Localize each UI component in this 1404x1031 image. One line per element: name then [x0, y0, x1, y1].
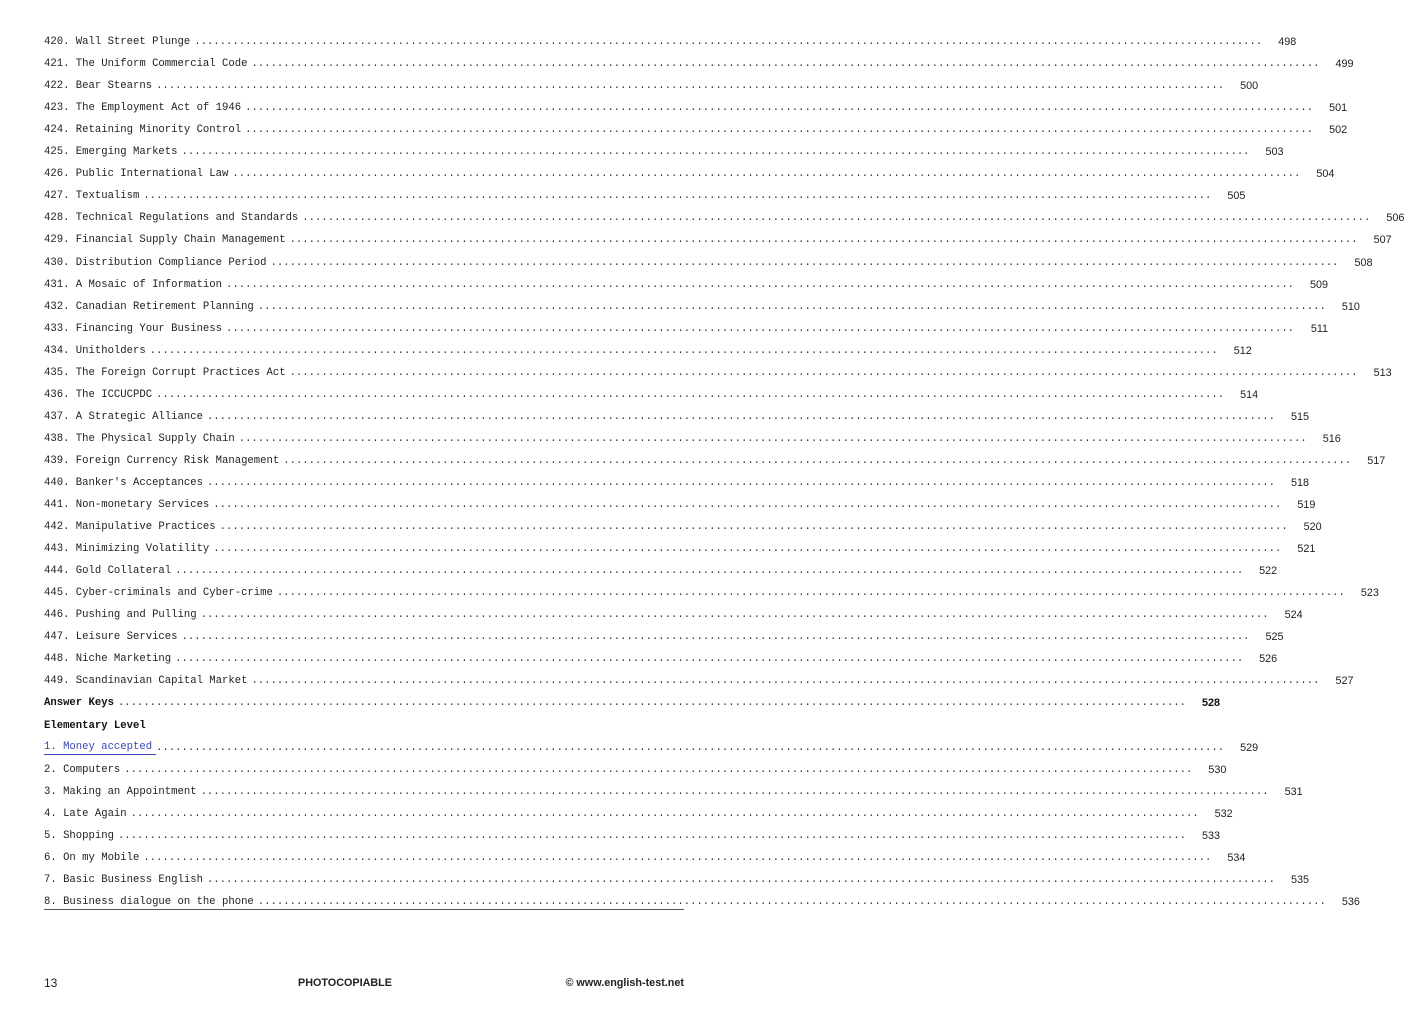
toc-row[interactable] [44, 468, 1309, 490]
toc-page: 506 [1386, 212, 1404, 225]
leader-dots: ........................................................................................................................................................................ [206, 410, 1275, 423]
toc-row[interactable] [44, 27, 1297, 49]
toc-title: 437. A Strategic Alliance [44, 410, 203, 423]
leader-dots: ........................................................................................................................................................................ [245, 124, 1314, 137]
toc-page: 525 [1265, 631, 1284, 644]
toc-title: 430. Distribution Compliance Period [44, 256, 267, 269]
toc-title: 441. Non-monetary Services [44, 499, 210, 512]
toc-row[interactable] [44, 600, 1303, 622]
toc-row[interactable] [44, 446, 1386, 468]
toc-row[interactable] [44, 270, 1329, 292]
leader-dots: ........................................................................................................................................................................ [206, 476, 1275, 489]
toc-page: 513 [1373, 366, 1392, 379]
toc-title: 433. Financing Your Business [44, 322, 223, 335]
leader-dots: ........................................................................................................................................................................ [194, 36, 1263, 49]
leader-dots: ........................................................................................................................................................................ [270, 256, 1339, 269]
toc-row[interactable] [44, 292, 1360, 314]
toc-title: 448. Niche Marketing [44, 653, 172, 666]
toc-title: Answer Keys [44, 697, 114, 710]
table-of-contents [44, 27, 1404, 910]
toc-row[interactable] [44, 755, 1227, 777]
toc-page: 535 [1290, 873, 1309, 886]
toc-row[interactable] [44, 622, 1284, 644]
leader-dots: ........................................................................................................................................................................ [175, 653, 1244, 666]
leader-dots: ........................................................................................................................................................................ [219, 521, 1288, 534]
toc-row[interactable] [44, 733, 1259, 755]
footer-photocopiable: PHOTOCOPIABLE [298, 977, 392, 989]
toc-row[interactable] [44, 314, 1329, 336]
toc-title: 431. A Mosaic of Information [44, 278, 223, 291]
leader-dots: ........................................................................................................................................................................ [245, 102, 1314, 115]
toc-page: 501 [1329, 102, 1348, 115]
toc-title: 445. Cyber-criminals and Cyber-crime [44, 587, 273, 600]
toc-page: 503 [1265, 146, 1284, 159]
toc-row[interactable] [44, 556, 1278, 578]
toc-title: 446. Pushing and Pulling [44, 609, 197, 622]
toc-title: 440. Banker's Acceptances [44, 476, 203, 489]
toc-page: 516 [1322, 432, 1341, 445]
toc-title: 434. Unitholders [44, 344, 146, 357]
toc-page: 498 [1278, 36, 1297, 49]
leader-dots: ........................................................................................................................................................................ [143, 190, 1212, 203]
toc-row[interactable] [44, 578, 1379, 600]
leader-dots: ........................................................................................................................................................................ [124, 763, 1193, 776]
toc-title: 443. Minimizing Volatility [44, 543, 210, 556]
toc-title: 436. The ICCUCPDC [44, 388, 153, 401]
toc-page: 521 [1297, 543, 1316, 556]
leader-dots: ........................................................................................................................................................................ [289, 366, 1358, 379]
toc-row[interactable] [44, 93, 1348, 115]
page-footer [44, 976, 684, 992]
leader-dots: ........................................................................................................................................................................ [257, 300, 1326, 313]
toc-row[interactable] [44, 336, 1252, 358]
footer-site: © www.english-test.net [565, 977, 684, 989]
toc-title: 428. Technical Regulations and Standards [44, 212, 299, 225]
toc-title: 6. On my Mobile [44, 851, 140, 864]
toc-title: 4. Late Again [44, 807, 127, 820]
section-heading-elementary: Elementary Level [44, 719, 146, 732]
toc-page: 509 [1310, 278, 1329, 291]
toc-page: 505 [1227, 190, 1246, 203]
toc-title: 425. Emerging Markets [44, 146, 178, 159]
toc-row[interactable] [44, 203, 1404, 225]
toc-title: 7. Basic Business English [44, 873, 203, 886]
leader-dots: ........................................................................................................................................................................ [213, 543, 1282, 556]
toc-row[interactable] [44, 887, 1360, 910]
leader-dots: ........................................................................................................................................................................ [200, 785, 1269, 798]
leader-dots: ........................................................................................................................................................................ [213, 499, 1282, 512]
toc-title: 424. Retaining Minority Control [44, 124, 242, 137]
leader-dots: ........................................................................................................................................................................ [200, 609, 1269, 622]
toc-page: 514 [1240, 388, 1259, 401]
toc-row[interactable] [44, 799, 1233, 821]
toc-title: 449. Scandinavian Capital Market [44, 675, 248, 688]
toc-row[interactable] [44, 865, 1309, 887]
toc-page: 529 [1240, 741, 1259, 754]
toc-title: 420. Wall Street Plunge [44, 36, 191, 49]
toc-row[interactable] [44, 666, 1354, 688]
leader-dots: ........................................................................................................................................................................ [181, 146, 1250, 159]
toc-page: 533 [1201, 829, 1220, 842]
leader-dots: ........................................................................................................................................................................ [117, 697, 1186, 710]
leader-dots: ........................................................................................................................................................................ [156, 80, 1225, 93]
toc-page: 515 [1290, 410, 1309, 423]
toc-page: 519 [1297, 499, 1316, 512]
toc-title: 444. Gold Collateral [44, 565, 172, 578]
toc-title: 429. Financial Supply Chain Management [44, 234, 286, 247]
toc-page: 522 [1259, 565, 1278, 578]
leader-dots: ........................................................................................................................................................................ [156, 388, 1225, 401]
toc-title: 435. The Foreign Corrupt Practices Act [44, 366, 286, 379]
toc-page: 504 [1316, 168, 1335, 181]
toc-row[interactable] [44, 225, 1392, 247]
toc-page: 502 [1329, 124, 1348, 137]
toc-row[interactable] [44, 644, 1278, 666]
toc-title: 442. Manipulative Practices [44, 521, 216, 534]
toc-row[interactable] [44, 380, 1259, 402]
toc-row[interactable] [44, 159, 1335, 181]
toc-row[interactable] [44, 137, 1284, 159]
leader-dots: ........................................................................................................................................................................ [149, 344, 1218, 357]
toc-row[interactable] [44, 512, 1322, 534]
leader-dots: ........................................................................................................................................................................ [276, 587, 1345, 600]
toc-page: 518 [1290, 476, 1309, 489]
toc-row[interactable] [44, 71, 1259, 93]
toc-row-answer-keys[interactable] [44, 688, 1220, 710]
leader-dots: ........................................................................................................................................................................ [289, 234, 1358, 247]
toc-title: 432. Canadian Retirement Planning [44, 300, 254, 313]
toc-page: 523 [1360, 587, 1379, 600]
toc-page: 507 [1373, 234, 1392, 247]
toc-title: 422. Bear Stearns [44, 80, 153, 93]
leader-dots: ........................................................................................................................................................................ [175, 565, 1244, 578]
leader-dots: ........................................................................................................................................................................ [143, 851, 1212, 864]
toc-page: 534 [1227, 851, 1246, 864]
leader-dots: ........................................................................................................................................................................ [283, 454, 1352, 467]
leader-dots: ........................................................................................................................................................................ [206, 873, 1275, 886]
toc-title-link[interactable]: 1. Money accepted [44, 740, 156, 755]
toc-page: 510 [1341, 300, 1360, 313]
toc-title: 439. Foreign Currency Risk Management [44, 454, 280, 467]
toc-title: 5. Shopping [44, 829, 114, 842]
leader-dots: ........................................................................................................................................................................ [117, 829, 1186, 842]
toc-page: 532 [1214, 807, 1233, 820]
toc-title: 423. The Employment Act of 1946 [44, 102, 242, 115]
toc-page: 517 [1367, 454, 1386, 467]
toc-row[interactable] [44, 490, 1316, 512]
leader-dots: ........................................................................................................................................................................ [156, 741, 1225, 754]
toc-row[interactable] [44, 115, 1348, 137]
toc-page: 536 [1341, 895, 1360, 908]
toc-title: 447. Leisure Services [44, 631, 178, 644]
leader-dots: ........................................................................................................................................................................ [226, 278, 1295, 291]
toc-page: 524 [1284, 609, 1303, 622]
toc-title: 3. Making an Appointment [44, 785, 197, 798]
toc-row[interactable] [44, 424, 1341, 446]
leader-dots: ........................................................................................................................................................................ [302, 212, 1371, 225]
toc-title: 421. The Uniform Commercial Code [44, 58, 248, 71]
toc-title: 426. Public International Law [44, 168, 229, 181]
leader-dots: ........................................................................................................................................................................ [232, 168, 1301, 181]
toc-row[interactable] [44, 358, 1392, 380]
toc-page: 500 [1240, 80, 1259, 93]
leader-dots: ........................................................................................................................................................................ [226, 322, 1295, 335]
toc-page: 499 [1335, 58, 1354, 71]
toc-page: 526 [1259, 653, 1278, 666]
leader-dots: ........................................................................................................................................................................ [181, 631, 1250, 644]
toc-row[interactable] [44, 181, 1246, 203]
page-number: 13 [44, 976, 58, 990]
toc-page: 511 [1310, 322, 1329, 335]
leader-dots: ........................................................................................................................................................................ [251, 675, 1320, 688]
toc-row[interactable] [44, 821, 1220, 843]
toc-row[interactable] [44, 49, 1354, 71]
toc-row[interactable] [44, 534, 1316, 556]
toc-row[interactable] [44, 247, 1373, 269]
toc-page: 512 [1233, 344, 1252, 357]
leader-dots: ........................................................................................................................................................................ [238, 432, 1307, 445]
toc-page: 520 [1303, 521, 1322, 534]
toc-page: 530 [1208, 763, 1227, 776]
leader-dots: ........................................................................................................................................................................ [251, 58, 1320, 71]
leader-dots: ........................................................................................................................................................................ [257, 895, 1326, 908]
toc-row[interactable] [44, 777, 1303, 799]
toc-title: 438. The Physical Supply Chain [44, 432, 235, 445]
toc-page: 531 [1284, 785, 1303, 798]
toc-row[interactable] [44, 843, 1246, 865]
toc-page: 528 [1201, 697, 1220, 710]
toc-page: 508 [1354, 256, 1373, 269]
toc-row[interactable] [44, 402, 1309, 424]
leader-dots: ........................................................................................................................................................................ [130, 807, 1199, 820]
toc-page: 527 [1335, 675, 1354, 688]
toc-title: 427. Textualism [44, 190, 140, 203]
toc-title: 8. Business dialogue on the phone [44, 895, 254, 908]
toc-title: 2. Computers [44, 763, 121, 776]
